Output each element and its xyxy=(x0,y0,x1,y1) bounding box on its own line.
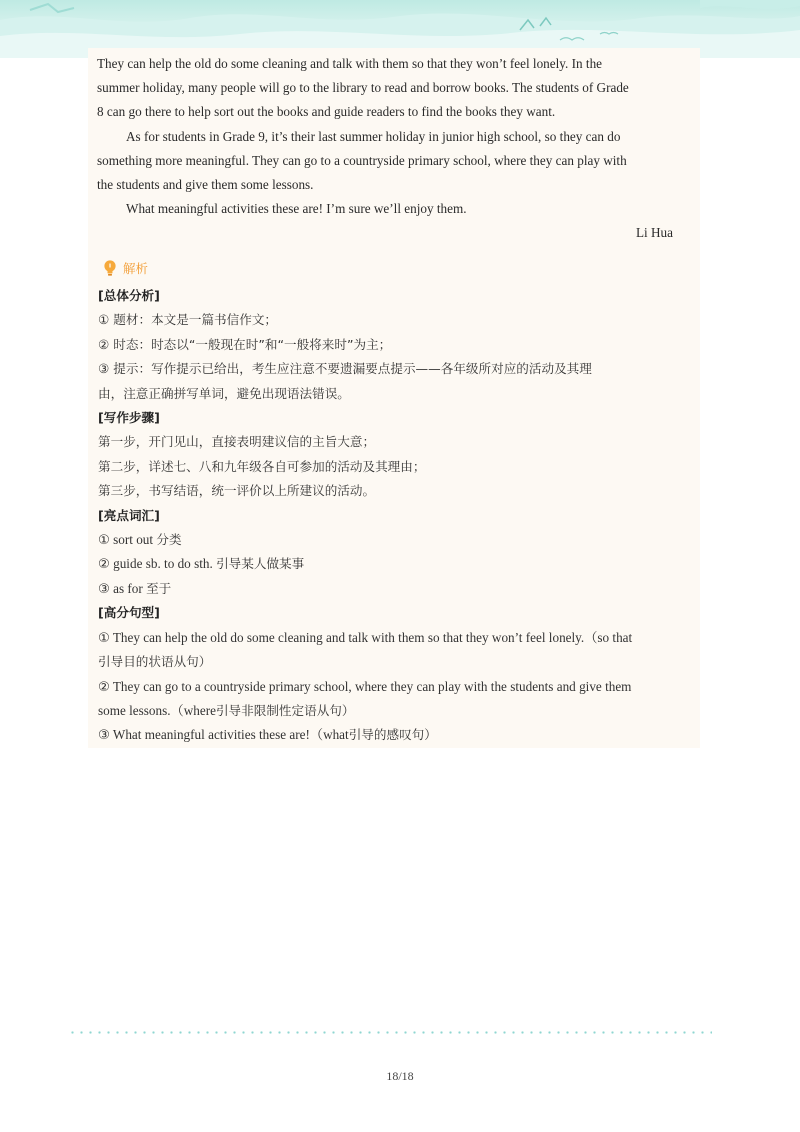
section-heading: [写作步骤] xyxy=(98,410,160,426)
essay-line: What meaningful activities these are! I’m sure we’ll enjoy them. xyxy=(126,201,467,217)
sentence-line: 引导目的状语从句） xyxy=(98,654,212,670)
lightbulb-icon xyxy=(102,259,118,277)
analysis-section xyxy=(98,284,678,748)
essay-line: summer holiday, many people will go to the library to read and borrow books. The students of Grade xyxy=(97,80,629,96)
analysis-line: 由，注意正确拼写单词，避免出现语法错误。 xyxy=(98,385,350,401)
essay-continuation xyxy=(97,52,673,245)
vocab-item: ③ as for 至于 xyxy=(98,580,172,596)
essay-line: something more meaningful. They can go to a countryside primary school, where they can play with xyxy=(97,152,627,168)
vocab-item: ① sort out 分类 xyxy=(98,532,182,548)
sentence-line: ② They can go to a countryside primary school, where they can play with the students and give them xyxy=(98,678,632,694)
sentence-line: some lessons.（where引导非限制性定语从句） xyxy=(98,702,355,718)
analysis-line: 第三步，书写结语，统一评价以上所建议的活动。 xyxy=(98,483,376,499)
analysis-line: 第二步，详述七、八和九年级各自可参加的活动及其理由； xyxy=(98,458,426,474)
section-heading: [总体分析] xyxy=(98,288,160,303)
dotted-divider xyxy=(68,1031,712,1034)
analysis-label-text: 解析 xyxy=(123,261,149,276)
section-heading: [高分句型] xyxy=(98,605,160,621)
page-number: 18/18 xyxy=(386,1069,414,1083)
vocab-item: ② guide sb. to do sth. 引导某人做某事 xyxy=(98,556,305,572)
sentence-line: ③ What meaningful activities these are!（what引导的感叹句） xyxy=(98,727,437,743)
sentence-line: ① They can help the old do some cleaning and talk with them so that they won’t feel lonely.（so that xyxy=(98,629,633,645)
analysis-label xyxy=(102,257,148,279)
analysis-line: ① 题材：本文是一篇书信作文； xyxy=(98,312,278,328)
section-heading: [亮点词汇] xyxy=(98,507,160,523)
essay-line: 8 can go there to help sort out the books and guide readers to find the books they want. xyxy=(97,104,556,120)
analysis-line: ② 时态：时态以“一般现在时”和“一般将来时”为主； xyxy=(98,336,392,352)
essay-line: the students and give them some lessons. xyxy=(97,177,314,193)
signature: Li Hua xyxy=(636,225,673,241)
analysis-line: ③ 提示：写作提示已给出，考生应注意不要遗漏要点提示——各年级所对应的活动及其理 xyxy=(98,361,592,377)
essay-line: As for students in Grade 9, it’s their last summer holiday in junior high school, so they can do xyxy=(126,128,621,144)
essay-line: They can help the old do some cleaning and talk with them so that they won’t feel lonely. In the xyxy=(97,56,603,71)
analysis-line: 第一步，开门见山，直接表明建议信的主旨大意； xyxy=(98,434,376,450)
